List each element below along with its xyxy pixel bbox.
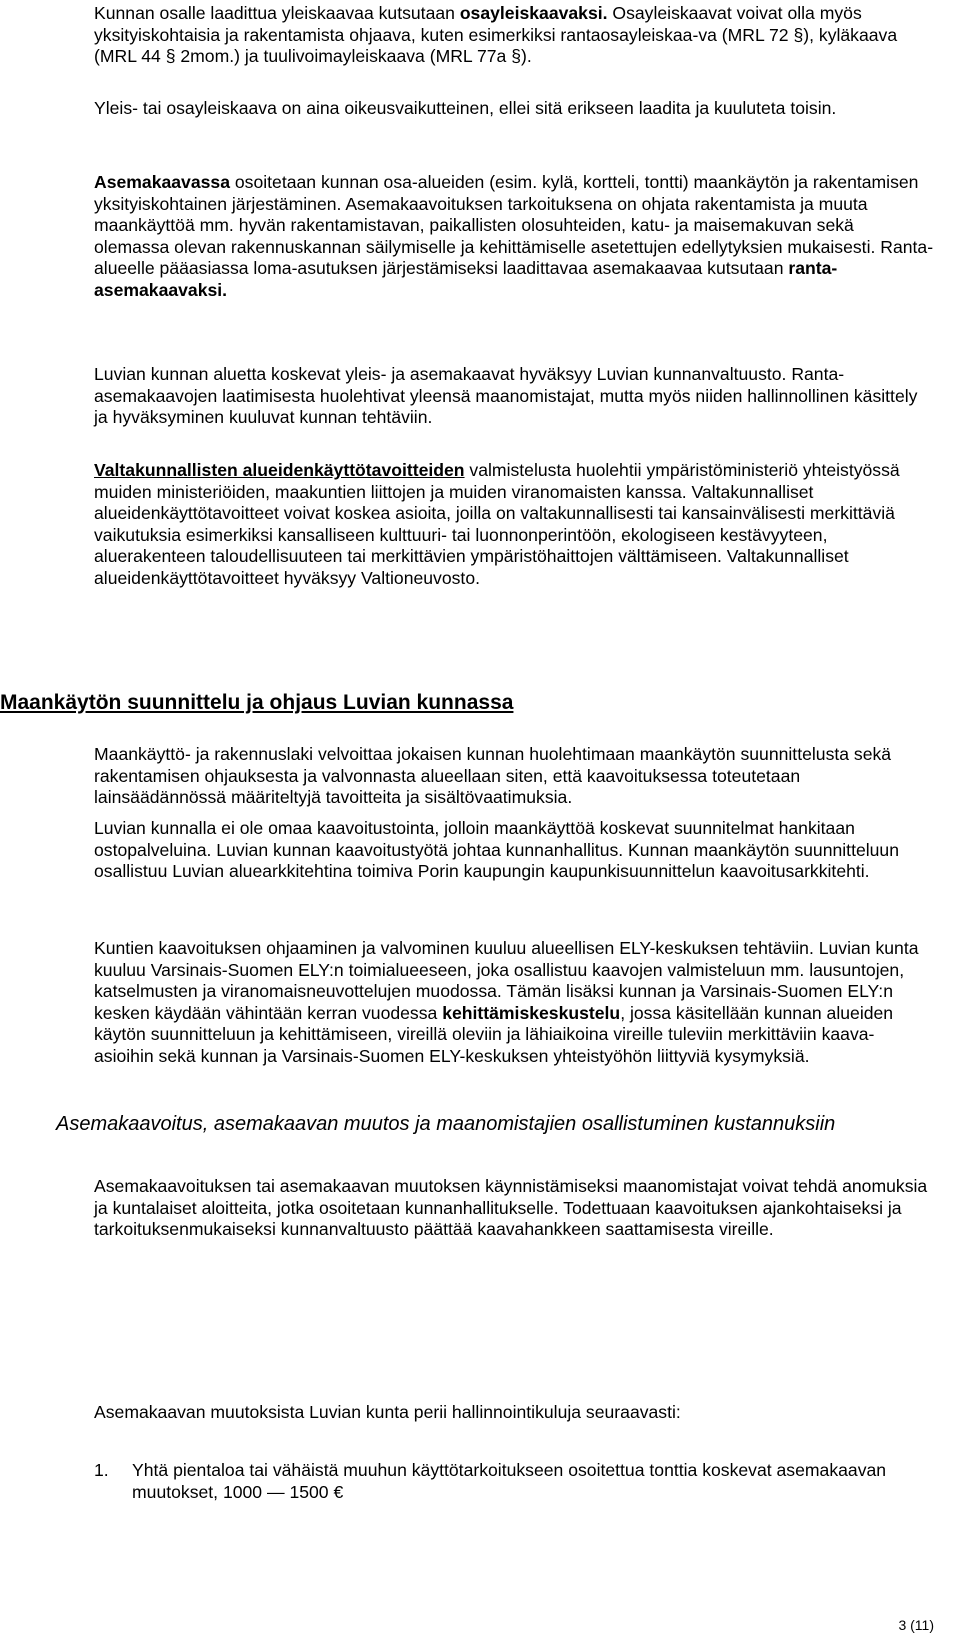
list-number: 1. bbox=[94, 1460, 109, 1480]
paragraph-hallinnointikulut: Asemakaavan muutoksista Luvian kunta perii hallinnointikuluja seuraavasti: bbox=[94, 1402, 681, 1422]
paragraph-ely bbox=[94, 938, 934, 1067]
text: Kunnan osalle laadittua yleiskaavaa kutsutaan bbox=[94, 3, 460, 23]
section-heading: Maankäytön suunnittelu ja ohjaus Luvian kunnassa bbox=[0, 691, 514, 714]
paragraph-valtakunnalliset bbox=[94, 460, 934, 589]
paragraph-mrl: Maankäyttö- ja rakennuslaki velvoittaa jokaisen kunnan huolehtimaan maankäytön suunnittelusta sekä rakentamisen ohjauksesta ja valvonnasta alueellaan siten, että kaavoituksessa toteutetaan lainsäädännössä määriteltyjä tavoitteita ja sisältövaatimuksia. bbox=[94, 744, 892, 807]
paragraph-hyvaksyminen: Luvian kunnan aluetta koskevat yleis- ja asemakaavat hyväksyy Luvian kunnanvaltuusto. Ranta-asemakaavojen laatimisesta huolehtivat yleensä maanomistajat, mutta myös niiden hallinnollinen käsittely ja hyväksyminen kuuluvat kunnan tehtäviin. bbox=[94, 364, 918, 427]
paragraph-yleiskaava: Yleis- tai osayleiskaava on aina oikeusvaikutteinen, ellei sitä erikseen laadita ja kuuluteta toisin. bbox=[94, 98, 837, 118]
term-ranta-asemakaava: ranta-asemakaavaksi. bbox=[94, 258, 838, 300]
paragraph-kaavoitustoimi: Luvian kunnalla ei ole omaa kaavoitustointa, jolloin maankäyttöä koskevat suunnitelmat hankitaan ostopalveluina. Luvian kunnan kaavoitustyötä johtaa kunnanhallitus. Kunnan maankäytön suunnitteluun osallistuu Luvian aluearkkitehtina toimiva Porin kaupungin kaupunkisuunnittelun kaavoitusarkkitehti. bbox=[94, 818, 899, 881]
term-asemakaava: Asemakaavassa bbox=[94, 172, 230, 192]
paragraph-asemakaava bbox=[94, 172, 934, 301]
page-number: 3 (11) bbox=[898, 1617, 934, 1633]
text: , jossa käsitellään kunnan alueiden käytön suunnitteluun ja kehittämiseen, vireillä oleviin ja lähiaikoina vireille tuleviin merkittäviin kaava-asioihin sekä kunnan ja Varsinais-Suomen ELY-keskuksen yhteistyöhön liittyviä kysymyksiä. bbox=[94, 1002, 894, 1066]
term-valtakunnalliset-tavoitteet: Valtakunnallisten alueidenkäyttötavoitteiden bbox=[94, 460, 465, 480]
paragraph-osayleiskaava bbox=[94, 3, 934, 68]
text: valmistelusta huolehtii ympäristöministeriö yhteistyössä muiden ministeriöiden, maakuntien liittojen ja muiden viranomaisten kanssa. Valtakunnalliset alueidenkäyttötavoitteet voivat koskea asioita, joilla on valtakunnallisesti tai kansainvälisesti merkittäviä vaikutuksia esimerkiksi kansalliseen kulttuuri- tai luonnonperintöön, ekologiseen kestävyyteen, aluerakenteen taloudellisuuteen tai merkittävien ympäristöhaittojen välttämiseen. Valtakunnalliset alueidenkäyttötavoitteet hyväksyy Valtioneuvosto. bbox=[94, 460, 900, 588]
list-text: Yhtä pientaloa tai vähäistä muuhun käyttötarkoitukseen osoitettua tonttia koskevat asemakaavan muutokset, 1000 — 1500 € bbox=[132, 1460, 887, 1502]
term-osayleiskaava: osayleiskaavaksi. bbox=[459, 3, 608, 23]
subsection-heading: Asemakaavoitus, asemakaavan muutos ja maanomistajien osallistuminen kustannuksiin bbox=[56, 1113, 836, 1135]
paragraph-kaynnistaminen: Asemakaavoituksen tai asemakaavan muutoksen käynnistämiseksi maanomistajat voivat tehdä anomuksia ja kuntalaiset aloitteita, jotka osoitetaan kunnanhallitukselle. Todettuaan kaavoituksen ajankohtaiseksi ja tarkoituksenmukaiseksi kunnanvaltuusto päättää kaavahankkeen saattamisesta vireille. bbox=[94, 1176, 928, 1239]
text: Kuntien kaavoituksen ohjaaminen ja valvominen kuuluu alueellisen ELY-keskuksen tehtäviin. Luvian kunta kuuluu Varsinais-Suomen ELY:n toimialueeseen, joka osallistuu kaavojen valmisteluun mm. lausuntojen, katselmusten ja viranomaisneuvottelujen muodossa. Tämän lisäksi kunnan ja Varsinais-Suomen ELY:n kesken käydään vähintään kerran vuodessa bbox=[94, 938, 919, 1023]
term-kehittamiskeskustelu: kehittämiskeskustelu bbox=[442, 1002, 621, 1023]
text: Osayleiskaavat voivat olla myös yksityiskohtaisia ja rakentamista ohjaava, kuten esimerkiksi rantaosayleiskaa-va (MRL 72 §), kyläkaava (MRL 44 § 2mom.) ja tuulivoimayleiskaava (MRL 77a §). bbox=[94, 3, 898, 66]
text: osoitetaan kunnan osa-alueiden (esim. kylä, kortteli, tontti) maankäytön ja rakentamisen yksityiskohtainen järjestäminen. Asemakaavoituksen tarkoituksena on ohjata rakentamista ja muuta maankäyttöä mm. hyvän rakentamistavan, paikallisten olosuhteiden, katu- ja maisemakuvan sekä olemassa olevan rakennuskannan säilymiselle ja kehittämiselle asetettujen edellytyksien mukaisesti. Ranta-alueelle pääasiassa loma-asutuksen järjestämiseksi laadittavaa asemakaavaa kutsutaan bbox=[94, 172, 934, 278]
